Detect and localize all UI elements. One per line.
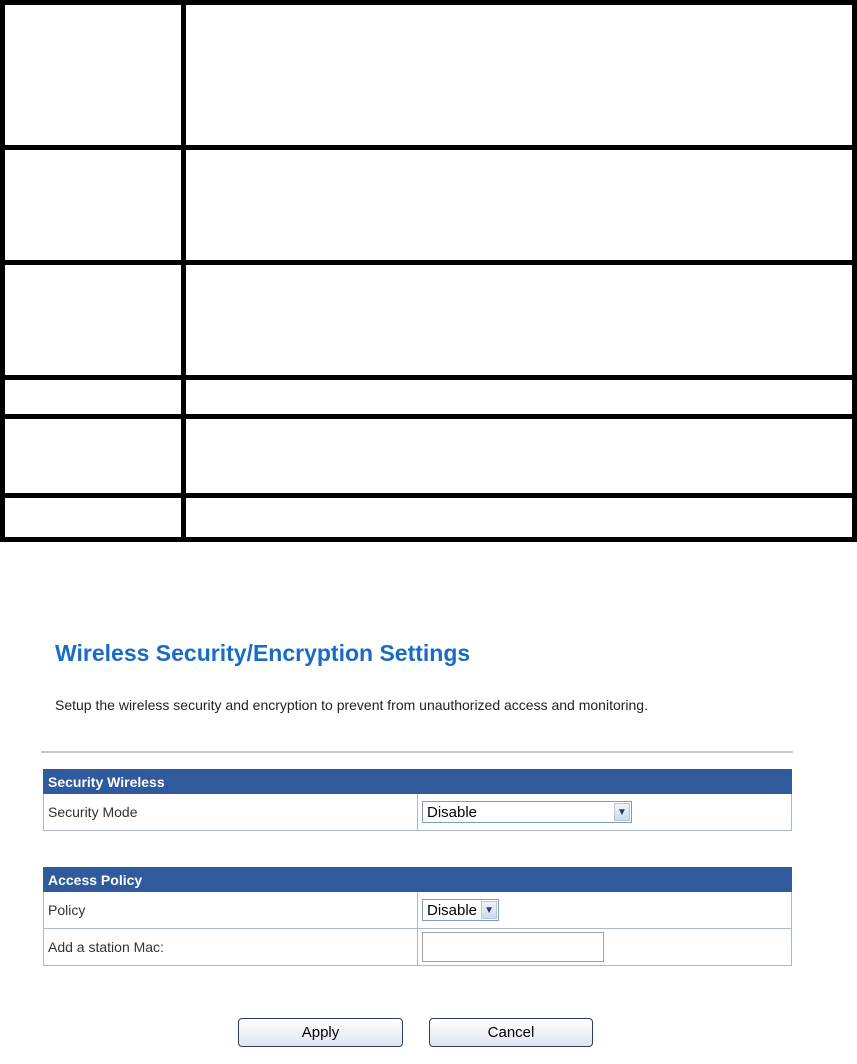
table-cell (3, 263, 184, 378)
section-header-row (44, 868, 792, 892)
table-cell (184, 378, 855, 417)
table-cell (184, 417, 855, 496)
table-cell (3, 148, 184, 263)
policy-select[interactable] (422, 899, 499, 921)
access-policy-table (43, 867, 792, 966)
table-row (44, 929, 792, 966)
section-header-access-policy: Access Policy (44, 868, 792, 892)
chevron-down-icon[interactable]: ▼ (481, 901, 497, 919)
security-mode-select[interactable] (422, 801, 632, 823)
table-cell (3, 417, 184, 496)
chevron-down-icon[interactable]: ▼ (614, 803, 630, 821)
table-row (3, 148, 855, 263)
table-cell (184, 3, 855, 148)
table-row (3, 496, 855, 540)
page-title: Wireless Security/Encryption Settings (55, 640, 471, 666)
table-cell (184, 496, 855, 540)
table-cell (3, 3, 184, 148)
table-cell (3, 496, 184, 540)
security-mode-label: Security Mode (44, 794, 418, 831)
table-row (3, 263, 855, 378)
security-wireless-table (43, 769, 792, 831)
section-header-row (44, 770, 792, 794)
policy-cell (418, 892, 792, 929)
table-row (44, 794, 792, 831)
table-row (3, 3, 855, 148)
policy-value: Disable (427, 901, 478, 919)
divider (41, 751, 793, 753)
table-row (44, 892, 792, 929)
table-row (3, 417, 855, 496)
page-description: Setup the wireless security and encryption to prevent from unauthorized access and monitoring. (55, 697, 648, 713)
station-mac-cell (418, 929, 792, 966)
security-mode-value: Disable (427, 803, 478, 821)
table-row (3, 378, 855, 417)
table-cell (184, 263, 855, 378)
station-mac-input[interactable] (422, 932, 604, 962)
station-mac-label: Add a station Mac: (44, 929, 418, 966)
security-mode-cell (418, 794, 792, 831)
section-header-security-wireless: Security Wireless (44, 770, 792, 794)
apply-button[interactable]: Apply (238, 1018, 403, 1047)
table-cell (184, 148, 855, 263)
table-cell (3, 378, 184, 417)
policy-label: Policy (44, 892, 418, 929)
cancel-button[interactable]: Cancel (429, 1018, 593, 1047)
